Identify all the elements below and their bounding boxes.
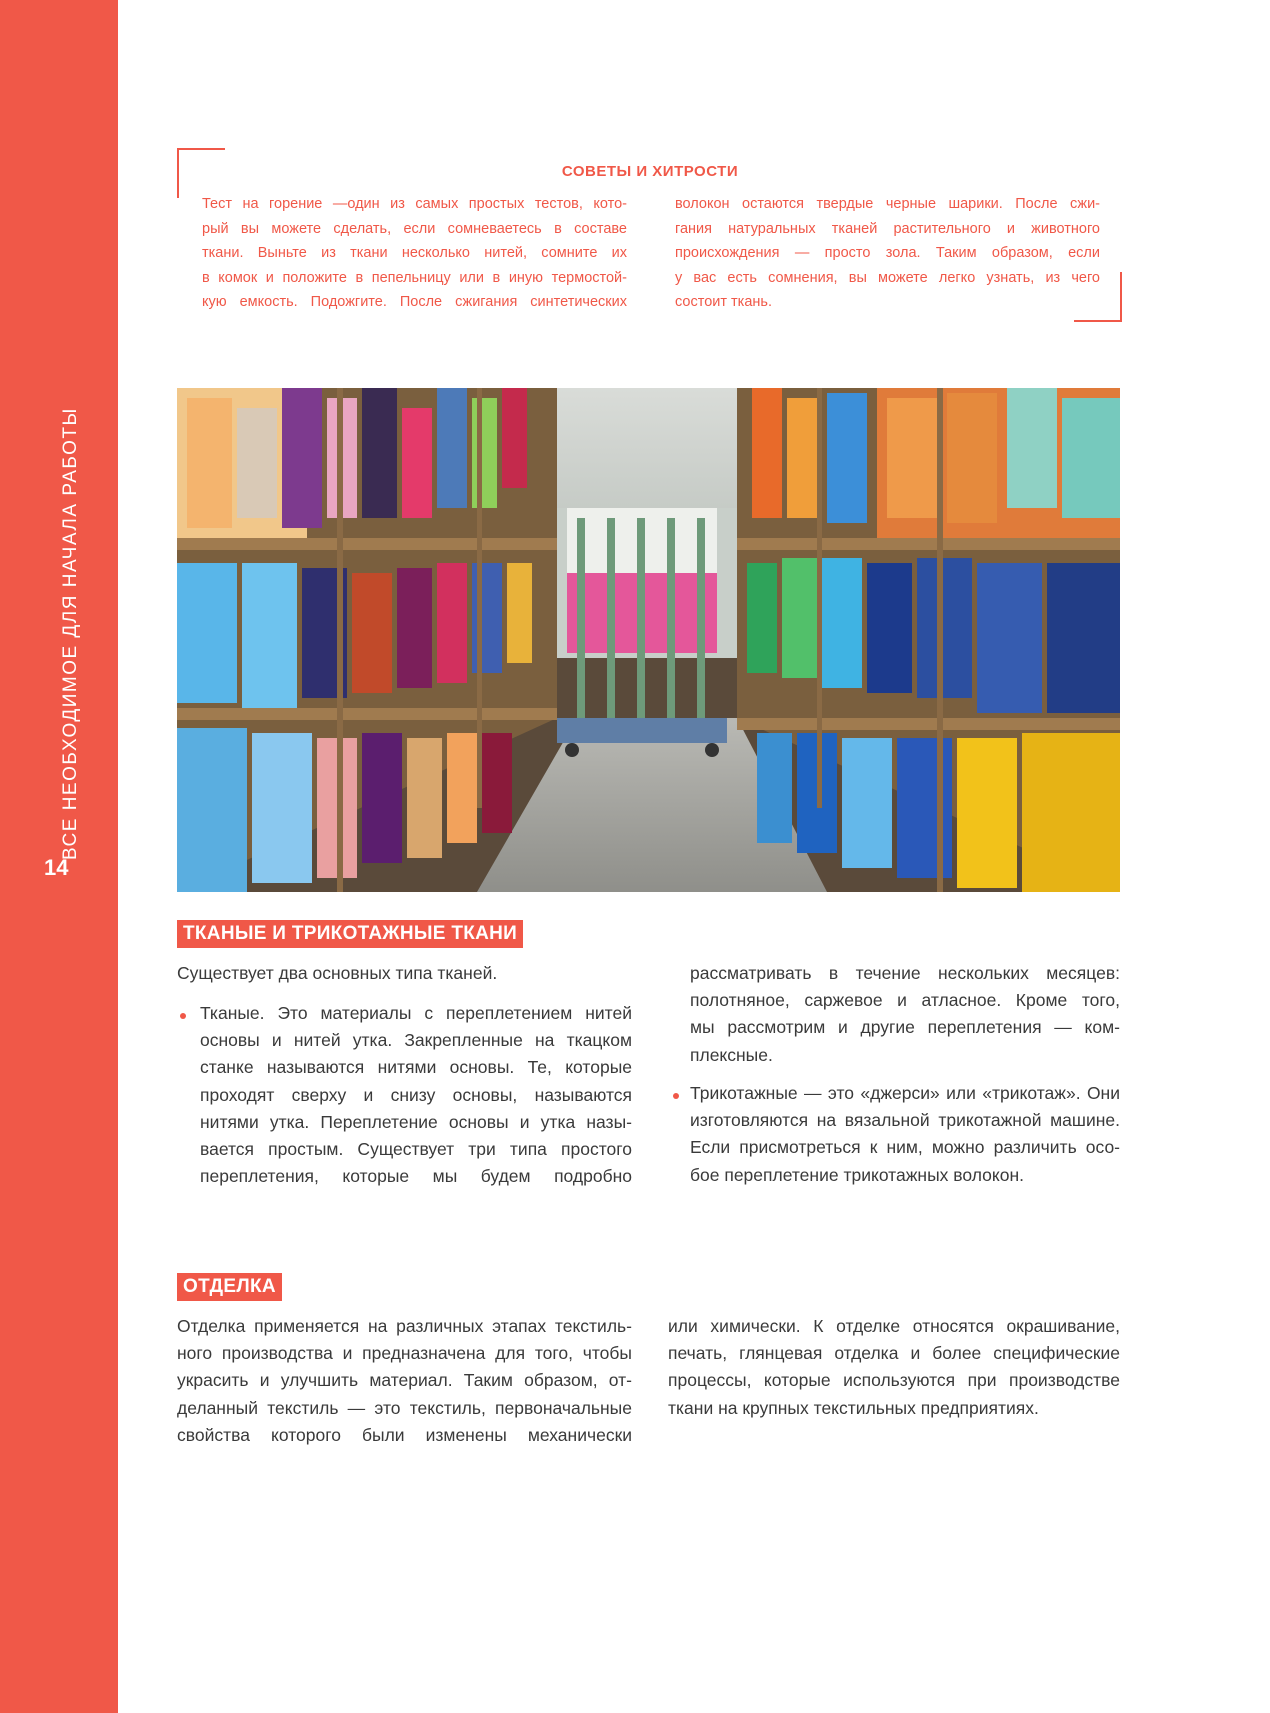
tips-line: происхождения — просто зола. Таким образом, если: [675, 245, 1100, 261]
body-line: бое переплетение трикотажных волокон.: [690, 1164, 1024, 1185]
body-line: проходят сверху и снизу основы, называются: [200, 1084, 632, 1105]
body-line: плексные.: [690, 1044, 773, 1065]
body-line: свойства которого были изменены механически: [177, 1424, 632, 1445]
tips-line: у вас есть сомнения, вы можете легко узнать, из чего: [675, 269, 1100, 286]
body-line: вается простым. Существует три типа простого: [200, 1139, 632, 1160]
body-line: Отделка применяется на различных этапах текстиль-: [177, 1316, 632, 1336]
body-line: станке называются нитями основы. Те, которые: [200, 1057, 632, 1078]
section-heading-finishing: ОТДЕЛКА: [177, 1273, 282, 1301]
body-line: ткани на крупных текстильных предприятиях.: [668, 1397, 1039, 1418]
tips-line: Тест на горение —один из самых простых тестов, кото-: [202, 196, 627, 212]
bullet-dot: [673, 1093, 679, 1099]
body-line: рассматривать в течение нескольких месяцев:: [690, 963, 1120, 983]
tips-line: кую емкость. Подожгите. После сжигания синтетических: [202, 294, 627, 310]
tips-corner-top-left: [177, 148, 225, 198]
body-line: или химически. К отделке относятся окрашивание,: [668, 1316, 1120, 1336]
sidebar: [0, 0, 118, 1713]
tips-line: рый вы можете сделать, если сомневаетесь в составе: [202, 220, 627, 237]
body-line: Трикотажные — это «джерси» или «трикотаж». Они: [690, 1083, 1120, 1103]
tips-line: в комок и положите в пепельницу или в иную термостой-: [202, 269, 627, 286]
page-number: 14: [44, 855, 69, 880]
tips-line: состоит ткань.: [675, 294, 772, 310]
intro-line: Существует два основных типа тканей.: [177, 963, 498, 983]
finishing-column-2: [668, 1313, 1120, 1422]
body-line: украсить и улучшить материал. Таким образом, от-: [177, 1370, 632, 1391]
body-line: деланный текстиль — это текстиль, первоначальные: [177, 1397, 632, 1418]
woven-bullet-2: [690, 1080, 1120, 1189]
tips-heading: СОВЕТЫ И ХИТРОСТИ: [561, 163, 739, 180]
body-line: Если присмотреться к ним, можно различить осо-: [690, 1137, 1120, 1158]
woven-bullet-1: [200, 1000, 632, 1190]
body-line: мы рассмотрим и другие переплетения — ком-: [690, 1017, 1120, 1038]
tips-line: ткани. Выньте из ткани несколько нитей, сомните их: [202, 245, 627, 261]
woven-intro: [177, 960, 627, 987]
finishing-column-1: [177, 1313, 632, 1449]
body-line: нитями утка. Переплетение основы и утка назы-: [200, 1111, 632, 1132]
section-heading-woven: ТКАНЫЕ И ТРИКОТАЖНЫЕ ТКАНИ: [177, 920, 523, 948]
tips-line: волокон остаются твердые черные шарики. После сжи-: [675, 196, 1100, 212]
running-title: ВСЕ НЕОБХОДИМОЕ ДЛЯ НАЧАЛА РАБОТЫ: [60, 407, 81, 860]
bullet-dot: [180, 1013, 186, 1019]
body-line: Тканые. Это материалы с переплетением нитей: [200, 1003, 632, 1023]
body-line: изготовляются на вязальной трикотажной машине.: [690, 1110, 1120, 1131]
tips-column-1: [202, 192, 627, 315]
tips-line: гания натуральных тканей растительного и животного: [675, 220, 1100, 237]
body-line: процессы, которые используются при производстве: [668, 1370, 1120, 1391]
body-line: переплетения, которые мы будем подробно: [200, 1166, 632, 1187]
tips-column-2: [675, 192, 1100, 315]
woven-bullet-1-continued: [690, 960, 1120, 1069]
body-line: печать, глянцевая отделка и более специфические: [668, 1343, 1120, 1364]
body-line: ного производства и предназначена для того, чтобы: [177, 1343, 632, 1364]
body-line: основы и нитей утка. Закрепленные на ткацком: [200, 1030, 632, 1051]
yarn-warehouse-photo: [177, 388, 1120, 892]
body-line: полотняное, саржевое и атласное. Кроме того,: [690, 990, 1120, 1011]
